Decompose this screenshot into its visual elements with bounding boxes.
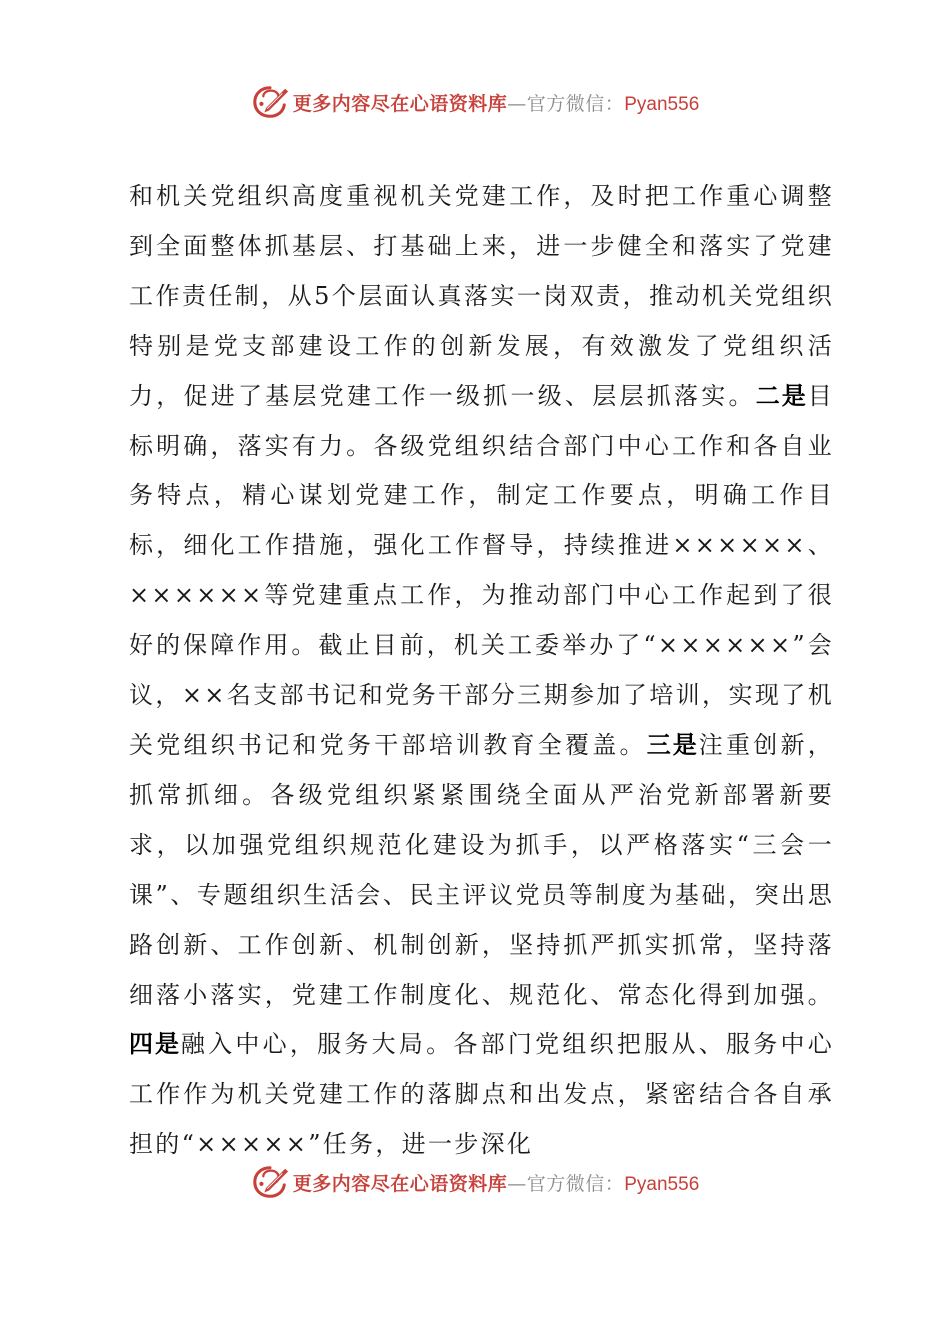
point-four-lead: 四是 xyxy=(129,1030,181,1059)
body-segment-2: 目标明确，落实有力。各级党组织结合部门中心工作和各自业务特点，精心谋划党建工作，制定工作要点，明确工作目标，细化工作措施，强化工作督导，持续推进××××××、××××××等党建重点工作，为推动部门中心工作起到了很好的保障作用。截止目前，机关工委举办了“××××××”会议，××名支部书记和党务干部分三期参加了培训，实现了机关党组织书记和党务干部培训教育全覆盖。 xyxy=(129,381,834,759)
watermark-text xyxy=(293,89,700,116)
watermark-wechat-id: Pyan556 xyxy=(624,1173,700,1195)
header-watermark-banner xyxy=(0,80,950,124)
quill-pen-logo-icon xyxy=(251,83,289,121)
body-segment-3: 注重创新，抓常抓细。各级党组织紧紧围绕全面从严治党新部署新要求，以加强党组织规范化建设为抓手，以严格落实“三会一课”、专题组织生活会、民主评议党员等制度为基础，突出思路创新、工作创新、机制创新，坚持抓严抓实抓常，坚持落细落小落实，党建工作制度化、规范化、常态化得到加强。 xyxy=(129,730,835,1009)
point-three-lead: 三是 xyxy=(646,730,699,759)
body-segment-4: 融入中心，服务大局。各部门党组织把服从、服务中心工作作为机关党建工作的落脚点和出发点，紧密结合各自承担的“×××××”任务，进一步深化 xyxy=(129,1030,834,1159)
watermark-site-name: 更多内容尽在心语资料库 xyxy=(292,1172,508,1195)
watermark-wechat-label: —官方微信： xyxy=(507,1172,625,1195)
watermark-text xyxy=(293,1169,700,1196)
document-body-paragraph xyxy=(129,172,834,1170)
footer-watermark-banner xyxy=(0,1160,950,1204)
point-two-lead: 二是 xyxy=(755,381,808,410)
quill-pen-logo-icon xyxy=(251,1163,289,1201)
watermark-wechat-id: Pyan556 xyxy=(624,93,700,115)
body-segment-1: 和机关党组织高度重视机关党建工作，及时把工作重心调整到全面整体抓基层、打基础上来，进一步健全和落实了党建工作责任制，从5个层面认真落实一岗双责，推动机关党组织特别是党支部建设工作的创新发展，有效激发了党组织活力，促进了基层党建工作一级抓一级、层层抓落实。 xyxy=(129,182,834,410)
watermark-wechat-label: —官方微信： xyxy=(507,92,625,115)
watermark-site-name: 更多内容尽在心语资料库 xyxy=(292,92,508,115)
